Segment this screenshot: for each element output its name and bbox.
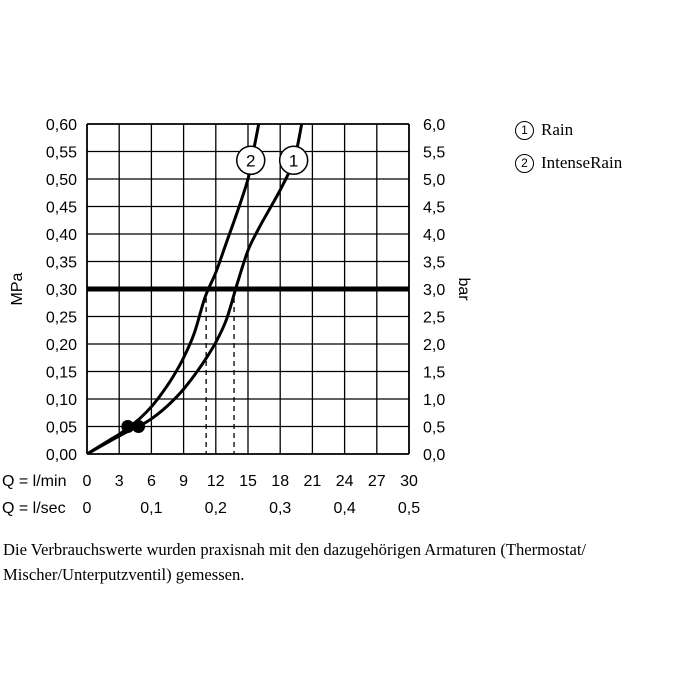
y-tick-label-left: 0,20 [45,337,77,354]
y-tick-label-right: 1,5 [423,364,446,382]
x-tick-label: 3 [114,473,124,490]
x-tick-label: 30 [400,473,418,490]
x-tick-label: 12 [206,473,225,490]
y-tick-label-left: 0,00 [45,447,77,464]
circled-2-icon: 2 [515,154,534,173]
x2-axis-label: Q = l/sec [2,500,66,517]
y-tick-label-right: 5,0 [423,172,446,189]
x2-tick-label: 0,3 [269,500,292,517]
x2-tick-label: 0,1 [140,500,163,517]
start-point-intenserain [121,420,134,433]
x2-tick-label: 0,5 [397,500,421,517]
y-axis-label-right: bar [455,277,472,301]
consumption-note: Die Verbrauchswerte wurden praxisnah mit den dazugehörigen Armaturen (Thermostat/ Mischer/Unterputzventil) gemessen. [3,540,587,584]
y-tick-label-right: 5,5 [423,144,446,162]
circled-1-icon: 1 [515,121,534,140]
y-tick-label-left: 0,45 [45,199,77,217]
legend-item-rain [515,120,573,140]
x-tick-label: 15 [239,473,257,490]
legend-label: IntenseRain [541,153,623,172]
legend-item-intenserain [515,153,622,173]
x-tick-label: 18 [271,473,290,490]
y-tick-label-left: 0,55 [45,144,77,162]
x2-tick-label: 0,4 [333,500,356,517]
y-tick-label-right: 2,0 [423,337,446,354]
x-tick-label: 21 [303,473,322,490]
y-tick-label-right: 2,5 [423,309,446,327]
y-tick-label-left: 0,50 [45,172,77,189]
y-tick-label-left: 0,15 [45,364,77,382]
x2-tick-label: 0,2 [204,500,227,517]
y-tick-label-left: 0,05 [45,419,77,437]
legend-label: Rain [541,120,574,139]
y-tick-label-left: 0,40 [45,227,77,244]
x-axis-label: Q = l/min [2,473,67,490]
y-tick-label-left: 0,25 [45,309,77,327]
y-tick-label-right: 3,0 [423,282,446,299]
y-tick-label-right: 0,5 [423,419,446,437]
x-tick-label: 9 [179,473,189,490]
x-tick-label: 0 [82,473,92,490]
y-tick-label-right: 1,0 [423,392,446,409]
x2-tick-label: 0 [82,500,92,517]
y-axis-label-left: MPa [9,272,26,306]
series-marker-label-intenserain: 2 [245,151,256,171]
y-tick-label-right: 0,0 [423,447,446,464]
y-tick-label-right: 6,0 [423,117,446,134]
y-tick-label-left: 0,35 [45,254,77,272]
y-tick-label-right: 4,0 [423,227,446,244]
y-tick-label-right: 3,5 [423,254,446,272]
x-tick-label: 6 [146,473,156,490]
x-tick-label: 27 [367,473,386,490]
y-tick-label-left: 0,30 [45,282,77,299]
series-marker-label-rain: 1 [288,151,299,171]
y-tick-label-left: 0,60 [45,117,77,134]
y-tick-label-right: 4,5 [423,199,446,217]
x-tick-label: 24 [335,473,354,490]
y-tick-label-left: 0,10 [45,392,77,409]
